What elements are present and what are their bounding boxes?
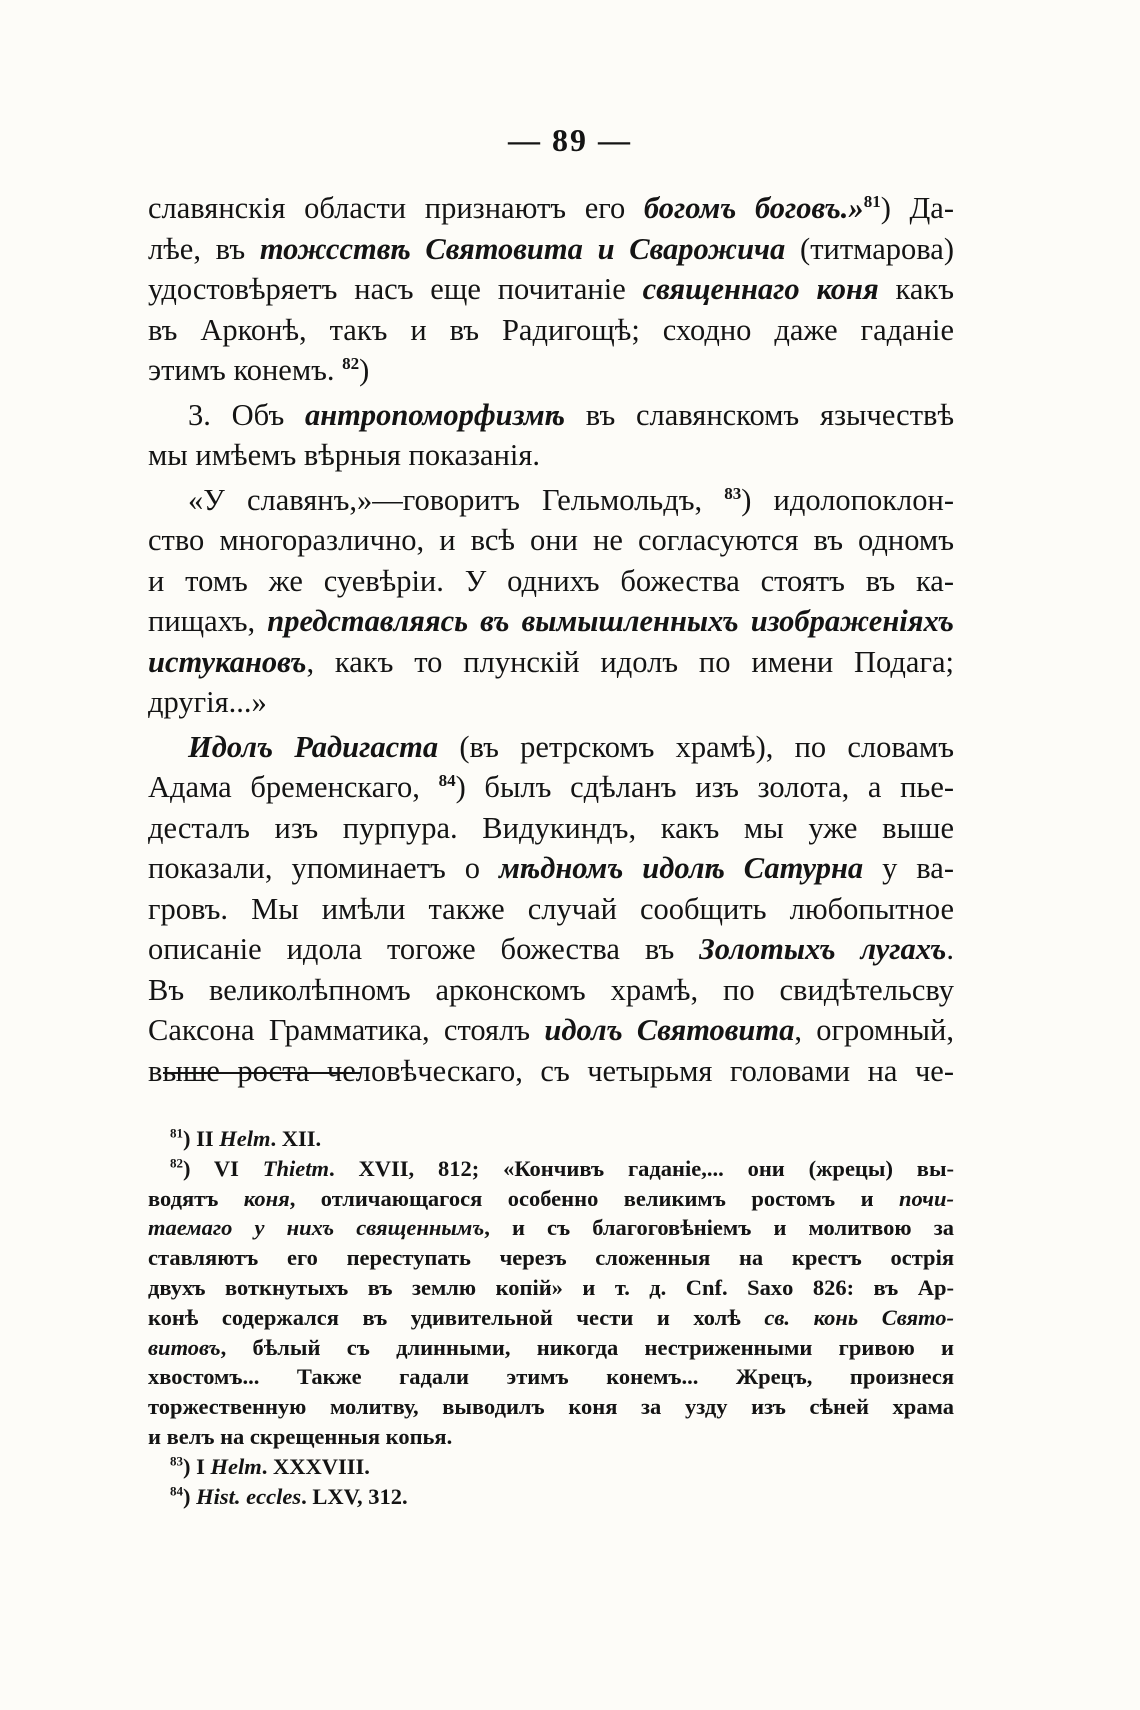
page-number: — 89 —	[508, 122, 632, 158]
main-text	[148, 188, 954, 1091]
text-line: ство многоразлично, и всѣ они не согласуются въ одномъ	[148, 523, 954, 557]
footnote-84: $^{84}$) Hist. eccles. LXV, 312.	[170, 1483, 408, 1509]
footnote-ref: 83	[724, 483, 742, 503]
text-line: гровъ. Мы имѣли также случай сообщить любопытное	[148, 891, 954, 926]
footnote-ref: 82	[342, 353, 360, 373]
paragraph-start: Идолъ Радигаста (въ ретрскомъ храмѣ), по словамъ	[188, 729, 954, 764]
text-line: десталъ изъ пурпура. Видукиндъ, какъ мы уже выше	[148, 810, 954, 845]
footnote-82: $^{82}$) VI Thietm. XVII, 812; «Кончивъ гаданіе,... они (жрецы) вы-	[170, 1155, 955, 1181]
footnote-83: $^{83}$) I Helm. XXXVIII.	[170, 1453, 370, 1479]
text-line: другія...»	[148, 685, 267, 719]
text-line: выше роста человѣческаго, съ четырьмя головами на че-	[148, 1053, 954, 1088]
text-line: описаніе идола тогоже божества въ Золотыхъ лугахъ.	[148, 932, 954, 966]
footnote-line: двухъ воткнутыхъ въ землю копій» и т. д. Cnf. Saxo 826: въ Ар-	[148, 1274, 954, 1300]
footnote-ref: 84	[438, 770, 456, 790]
text-line: и томъ же суевѣріи. У однихъ божества стоятъ въ ка-	[148, 563, 954, 598]
text-line: Саксона Грамматика, стоялъ идолъ Святовита, огромный,	[148, 1013, 954, 1047]
footnotes	[148, 1124, 954, 1511]
text-line: славянскія области признаютъ его богомъ боговъ.»$^{81}$) Да-	[148, 191, 954, 225]
footnote-ref: 81	[863, 191, 881, 211]
text-line: лѣе, въ тожсствѣ Святовита и Сварожича (титмарова)	[148, 231, 954, 266]
footnote-line: таемаго у нихъ священнымъ, и съ благоговѣніемъ и молитвою за	[148, 1215, 954, 1241]
paragraph-start: 3. Объ антропоморфизмѣ въ славянскомъ язычествѣ	[188, 397, 955, 432]
text-line: мы имѣемъ вѣрныя показанія.	[148, 438, 541, 472]
text-line: показали, упоминаетъ о мѣдномъ идолѣ Сатурна у ва-	[148, 851, 954, 885]
footnote-divider	[163, 1072, 361, 1074]
paragraph-start: «У славянъ,»—говоритъ Гельмольдъ, $^{83}$) идолопоклон-	[188, 482, 955, 517]
text-line: истукановъ, какъ то плунскій идолъ по имени Подага;	[148, 644, 954, 679]
footnote-81: $^{81}$) II Helm. XII.	[170, 1125, 322, 1151]
text-line: въ Арконѣ, такъ и въ Радигощѣ; сходно даже гаданіе	[148, 312, 954, 347]
footnote-line: и велъ на скрещенныя копья.	[148, 1423, 453, 1449]
text-line: пищахъ, представляясь въ вымышленныхъ изображеніяхъ	[148, 604, 955, 638]
footnote-line: витовъ, бѣлый съ длинными, никогда нестриженными гривою и	[148, 1334, 954, 1360]
footnote-line: конѣ содержался въ удивительной чести и холѣ св. конь Свято-	[148, 1304, 954, 1330]
text-line: Адама бременскаго, $^{84}$) былъ сдѣланъ изъ золота, а пье-	[148, 770, 955, 804]
text-line: Въ великолѣпномъ арконскомъ храмѣ, по свидѣтельсву	[148, 972, 954, 1007]
footnote-line: торжественную молитву, выводилъ коня за узду изъ сѣней храма	[148, 1394, 954, 1420]
footnote-line: водятъ коня, отличающагося особенно великимъ ростомъ и почи-	[148, 1185, 954, 1211]
text-line: удостовѣряетъ насъ еще почитаніе священнаго коня какъ	[148, 272, 955, 306]
footnote-line: хвостомъ... Также гадали этимъ конемъ... Жрецъ, произнеся	[148, 1364, 954, 1390]
footnote-line: ставляютъ его переступать черезъ сложенныя на крестъ острія	[148, 1245, 954, 1271]
text-line: этимъ конемъ. $^{82}$)	[148, 353, 370, 387]
